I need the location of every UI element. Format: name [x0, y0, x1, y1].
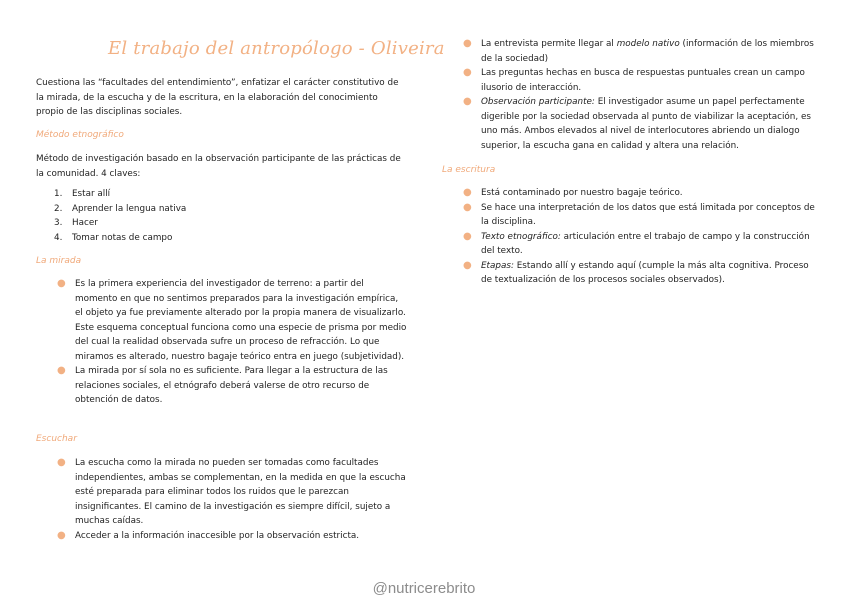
- list-item: ● Las preguntas hechas en busca de respuestas puntuales crean un campo ilusorio de interacción.: [463, 67, 805, 93]
- list-item: ● Acceder a la información inaccesible por la observación estricta.: [75, 529, 407, 544]
- list-item: 1. Estar allí: [54, 189, 111, 199]
- list-item: ● Observación participante: El investigador asume un papel perfectamente digerible por la sociedad observada al punto de viabilizar la aceptación, es uno más. Ambos elevados al nivel de interlocutores abriendo un dialogo superior, la escucha gana en calidad y altera una relación.: [463, 96, 811, 151]
- bullet-icon: ●: [463, 259, 472, 271]
- section-heading-metodo: Método etnográfico: [36, 130, 124, 140]
- list-item: 4. Tomar notas de campo: [54, 232, 173, 243]
- bullet-icon: ●: [463, 67, 472, 78]
- list-item: ● La entrevista permite llegar al modelo nativo (información de los miembros de la sociedad): [463, 38, 814, 64]
- bullet-icon: ●: [463, 201, 472, 213]
- list-item: ● La escucha como la mirada no pueden ser tomadas como facultades independientes, ambas se complementan, en la medida en que la escucha esté preparada para eliminar todos los ruidos que le parezcan insignificantes. El camino de la investigación es siempre difícil, sujeto a muchas caídas.: [57, 457, 406, 526]
- escritura-list: [463, 186, 817, 288]
- list-item: ● Es la primera experiencia del investigador de terreno: a partir del momento en que no sentimos preparados para la investigación empírica, el objeto ya fue previamente alterado por la propia manera de visualizarlo. Este esquema conceptual funciona como una especie de prisma por medio del cual la realidad observada sufre un proceso de refracción. Lo que miramos es alterado, nuestro bagaje teórico entra en juego (subjetividad).: [57, 278, 407, 362]
- list-item: 3. Hacer: [54, 218, 98, 229]
- intro-paragraph: Cuestiona las “facultades del entendimiento”, enfatizar el carácter constitutivo de la mirada, de la escucha y de la escritura, en la elaboración del conocimiento propio de las disciplinas sociales.: [36, 78, 399, 117]
- entrevista-list: [463, 37, 817, 153]
- section-heading-escuchar: Escuchar: [36, 434, 77, 444]
- bullet-icon: ●: [57, 457, 66, 468]
- bullet-icon: ●: [463, 187, 472, 198]
- bullet-icon: ●: [463, 96, 472, 107]
- footer-handle: @nutricerebrito: [372, 580, 476, 597]
- list-item: ● Etapas: Estando allí y estando aquí (cumple la más alta cognitiva. Proceso de textualización de los procesos sociales observados).: [463, 259, 809, 285]
- list-item: ● Se hace una interpretación de los datos que está limitada por conceptos de la disciplina.: [463, 201, 815, 227]
- mirada-list: [57, 277, 407, 408]
- list-item: ● La mirada por sí sola no es suficiente. Para llegar a la estructura de las relaciones sociales, el etnógrafo deberá valerse de otro recurso de obtención de datos.: [57, 365, 388, 405]
- page-title: El trabajo del antropólogo - Oliveira: [108, 38, 445, 59]
- bullet-icon: ●: [463, 230, 472, 242]
- section-heading-mirada: La mirada: [36, 256, 82, 266]
- metodo-paragraph: Método de investigación basado en la observación participante de las prácticas de la comunidad. 4 claves:: [36, 154, 401, 179]
- claves-list: [54, 187, 186, 245]
- list-item: 2. Aprender la lengua nativa: [54, 203, 187, 214]
- bullet-icon: ●: [57, 278, 66, 289]
- list-item: ● Está contaminado por nuestro bagaje teórico.: [481, 186, 817, 201]
- section-heading-escritura: La escritura: [442, 165, 496, 175]
- bullet-icon: ●: [57, 365, 66, 376]
- escuchar-list: [57, 456, 407, 543]
- list-item: ● Texto etnográfico: articulación entre el trabajo de campo y la construcción del texto.: [463, 230, 810, 256]
- bullet-icon: ●: [463, 38, 472, 49]
- bullet-icon: ●: [57, 529, 66, 541]
